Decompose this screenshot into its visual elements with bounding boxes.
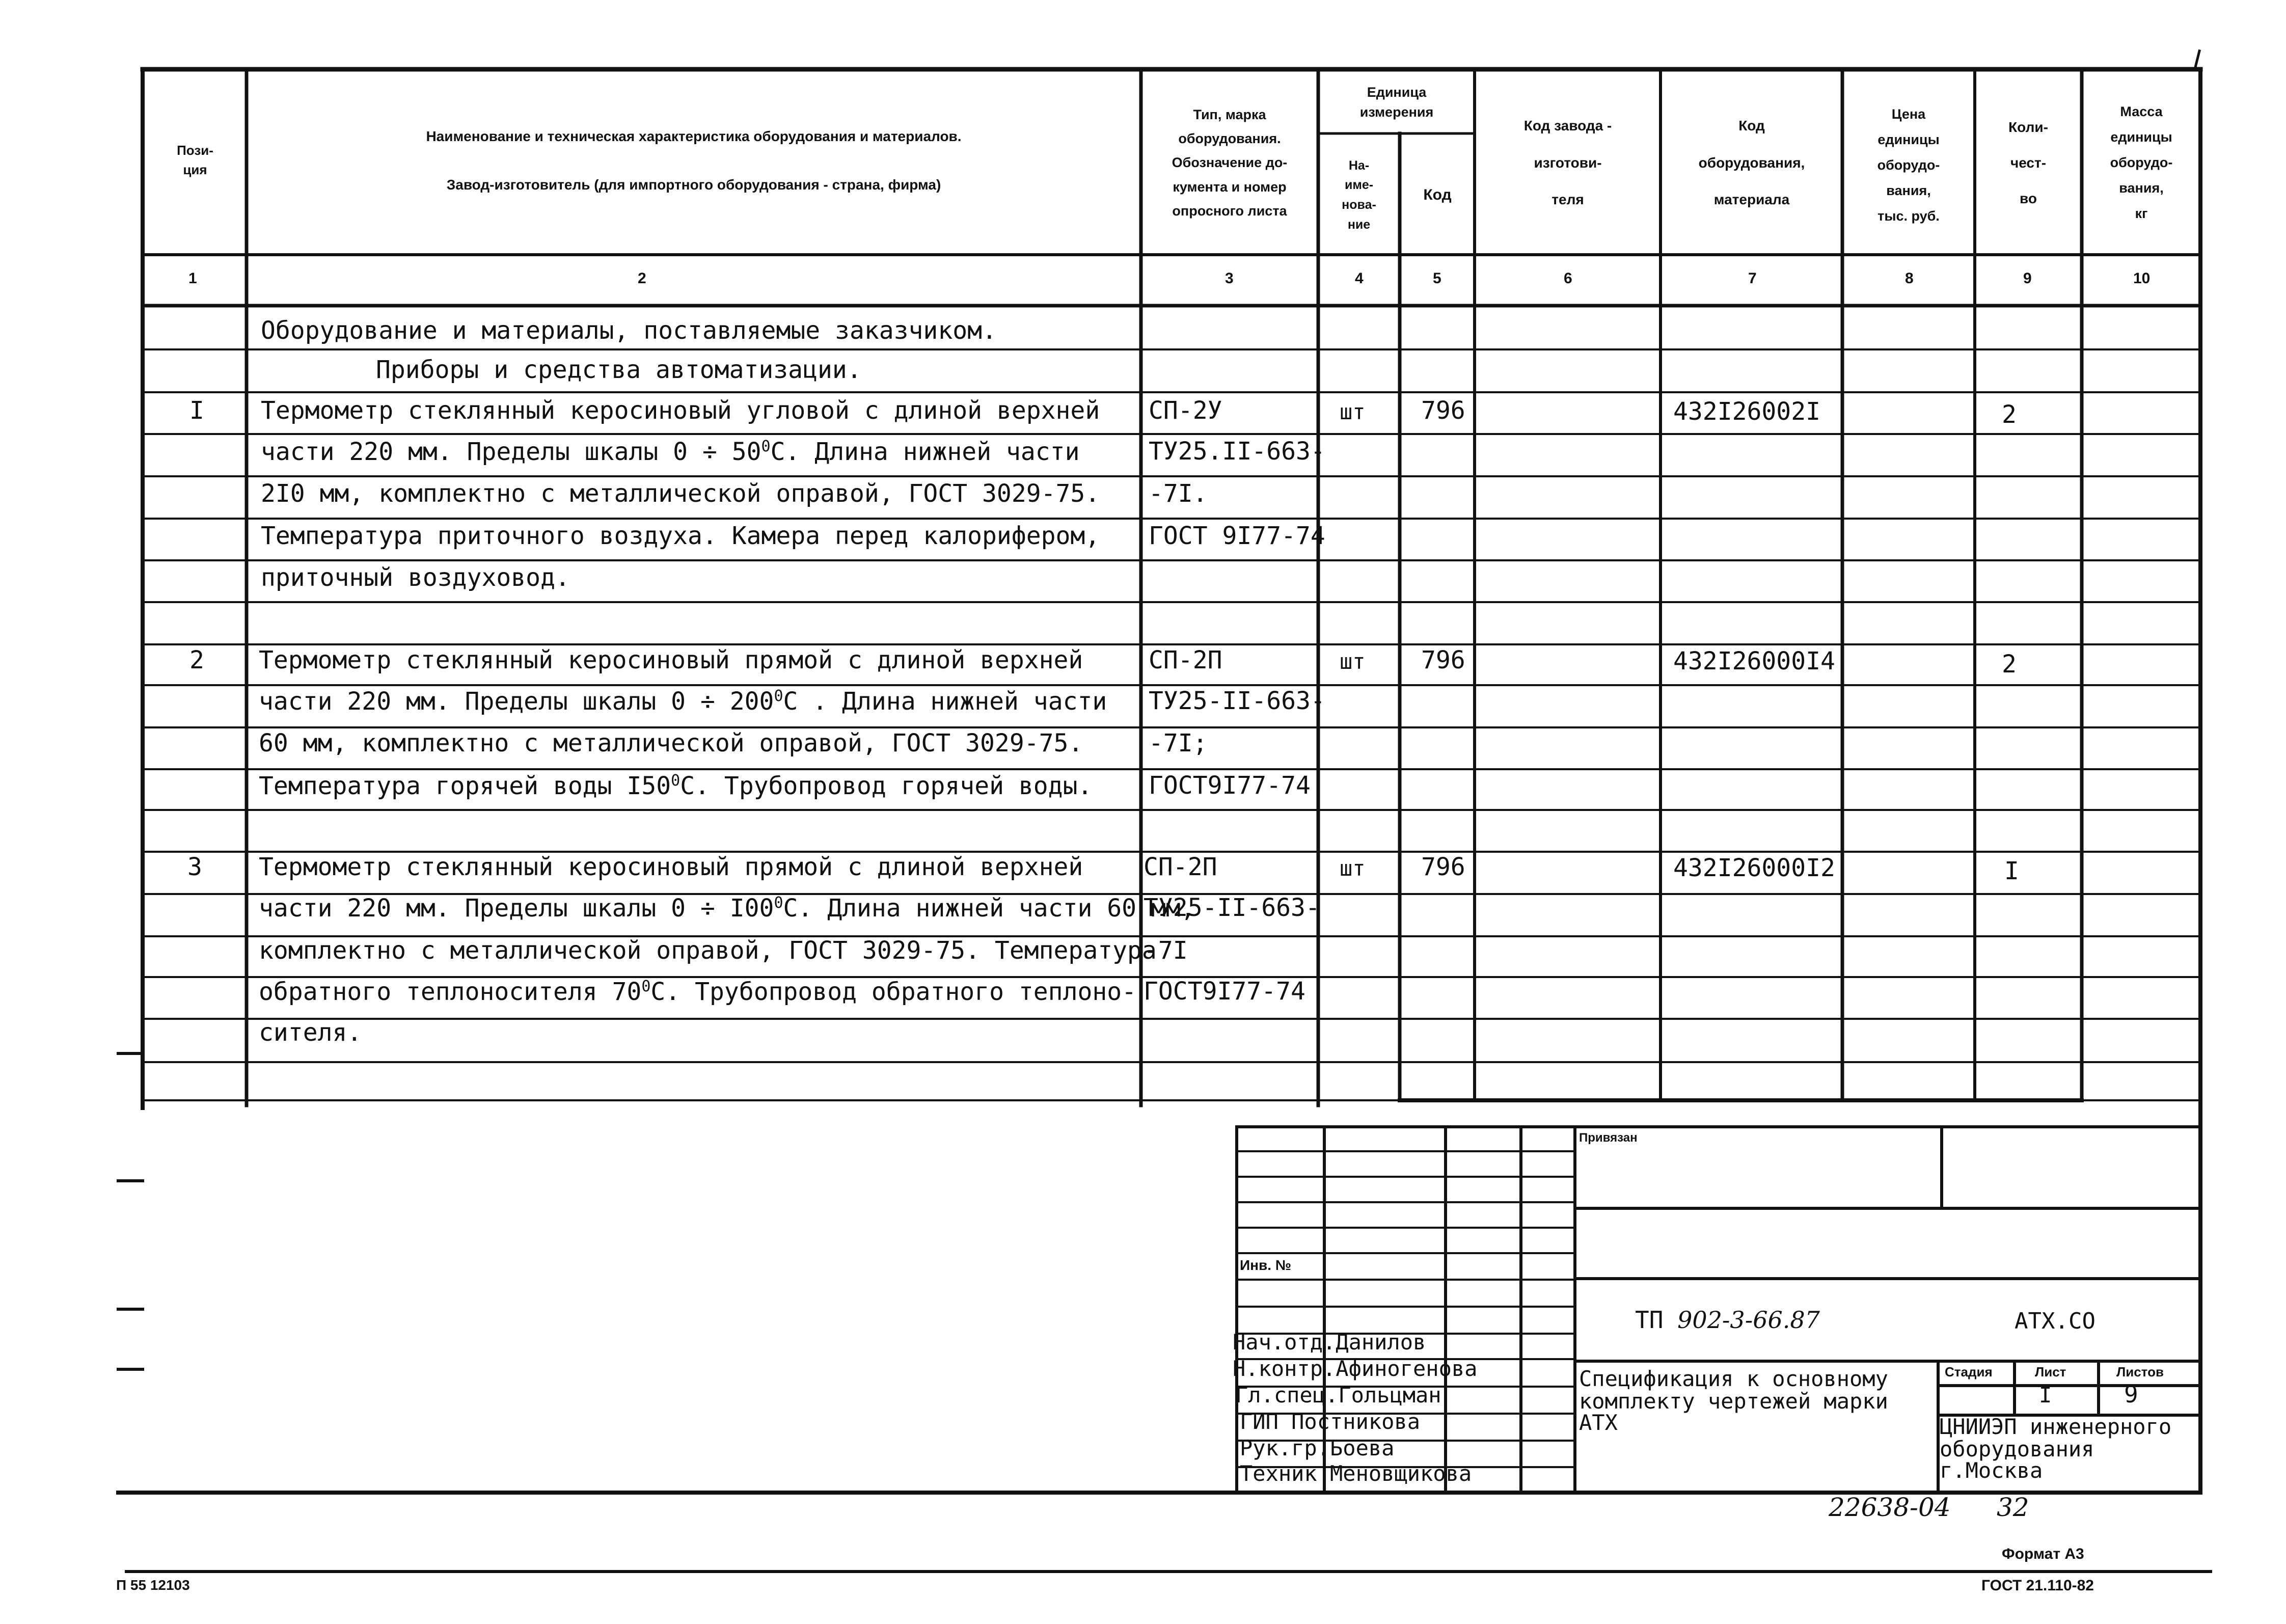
item-3-desc-line3: комплектно с металлической оправой, ГОСТ 3029-75. Температура: [259, 936, 1157, 965]
header-mass-line3: оборудо-: [2110, 155, 2173, 171]
item-3-desc-line2-a: части 220 мм. Пределы шкалы 0 ÷ I00: [259, 894, 774, 923]
header-price-line2: единицы: [1877, 132, 1940, 148]
item-1-unit-code: 796: [1421, 396, 1465, 425]
header-manufacturer-line1: Код завода -: [1523, 117, 1612, 133]
header-price-line4: вания,: [1886, 182, 1931, 198]
header-equipment-code: [1663, 87, 1841, 239]
item-3-degree: 0: [774, 894, 783, 912]
inventory-number-label: Инв. №: [1240, 1257, 1292, 1273]
item-2-unit-code: 796: [1421, 646, 1465, 674]
header-type-line3: Обозначение до-: [1172, 155, 1288, 171]
sheet-archive-number: 22638-04: [1829, 1493, 1951, 1522]
item-2-desc-line2-a: части 220 мм. Пределы шкалы 0 ÷ 200: [259, 687, 774, 716]
item-3-degree-2: 0: [641, 978, 651, 995]
header-unit-name-line2: име-: [1344, 178, 1374, 193]
col-number-1: 1: [188, 270, 197, 287]
doc-title-line1: Спецификация к основному: [1579, 1366, 1888, 1391]
item-1-desc-line2: [261, 439, 1079, 464]
item-3-equipment-code: 432I26000I2: [1673, 854, 1835, 882]
section-title: Оборудование и материалы, поставляемые заказчиком.: [261, 316, 997, 345]
item-1-type-line3: -7I.: [1149, 479, 1208, 508]
item-2-type-line4: ГОСТ9I77-74: [1149, 771, 1311, 800]
item-2-position: 2: [189, 646, 204, 674]
sheet-label: Лист: [2035, 1364, 2066, 1379]
header-mass-line4: вания,: [2119, 180, 2164, 196]
item-3-quantity: I: [2004, 857, 2019, 885]
header-quantity-line1: Коли-: [2008, 119, 2048, 135]
stage-label: Стадия: [1945, 1364, 1993, 1379]
item-1-position: I: [189, 396, 204, 425]
header-position: [147, 97, 243, 224]
page-number: 32: [1997, 1493, 2029, 1522]
item-2-desc-line2-b: C . Длина нижней части: [783, 687, 1107, 716]
item-2-type-line2: ТУ25-II-663-: [1149, 687, 1325, 715]
header-name: [251, 102, 1137, 219]
header-type-line1: Тип, марка: [1193, 106, 1266, 122]
header-manufacturer-code: [1477, 87, 1658, 239]
header-equipment-code-line1: Код: [1738, 117, 1765, 133]
bound-label: Привязан: [1579, 1131, 1638, 1145]
item-3-desc-line5: сителя.: [259, 1018, 362, 1047]
header-equipment-code-line2: оборудования,: [1698, 154, 1805, 171]
sheet-value: I: [2039, 1383, 2052, 1408]
header-price-line1: Цена: [1891, 106, 1926, 122]
item-3-desc-line4: [259, 979, 1136, 1004]
organization-line2: оборудования: [1940, 1437, 2094, 1461]
header-unit-name-line1: На-: [1348, 158, 1370, 173]
header-mass: [2083, 76, 2199, 250]
header-type: [1143, 76, 1316, 250]
header-unit-line2: измерения: [1359, 104, 1434, 120]
item-2-degree-2: 0: [671, 772, 681, 790]
header-unit-name-line3: нова-: [1342, 198, 1376, 212]
header-mass-line2: единицы: [2110, 129, 2172, 145]
header-unit-name-line4: ние: [1347, 217, 1371, 232]
signature-row-3: Гл.спец.Гольцман: [1235, 1383, 1441, 1408]
item-1-quantity: 2: [2002, 400, 2017, 429]
doc-title-line3: АТХ: [1579, 1410, 1618, 1435]
header-unit: [1320, 74, 1473, 131]
col-number-10: 10: [2133, 270, 2151, 287]
header-unit-code: [1402, 138, 1473, 253]
item-3-desc-line2-b: C. Длина нижней части 60 мм,: [783, 894, 1195, 923]
organization-line1: ЦНИИЭП инженерного: [1940, 1414, 2172, 1439]
header-quantity-line3: во: [2020, 191, 2037, 206]
item-3-type-line1: СП-2П: [1144, 853, 1217, 881]
header-type-line4: кумента и номер: [1173, 179, 1287, 195]
item-2-equipment-code: 432I26000I4: [1673, 647, 1835, 675]
item-1-type-line4: ГОСТ 9I77-74: [1149, 522, 1325, 550]
item-1-desc-line2-a: части 220 мм. Пределы шкалы 0 ÷ 50: [261, 438, 761, 466]
header-manufacturer-line3: теля: [1552, 192, 1584, 208]
header-type-line5: опросного листа: [1172, 203, 1287, 219]
sheets-value: 9: [2124, 1381, 2138, 1408]
item-2-desc-line4-b: C. Трубопровод горячей воды.: [680, 772, 1093, 800]
document-mark: АТХ.СО: [2015, 1308, 2096, 1334]
item-1-desc-line4: Температура приточного воздуха. Камера перед калорифером,: [261, 522, 1100, 550]
item-2-desc-line4-a: Температура горячей воды I50: [259, 772, 671, 800]
item-1-degree: 0: [761, 438, 771, 455]
col-number-6: 6: [1564, 270, 1572, 287]
signature-row-6: Техник Меновщикова: [1240, 1461, 1472, 1486]
header-unit-line1: Единица: [1367, 84, 1427, 100]
item-1-unit: шт: [1340, 399, 1366, 424]
signature-row-1: Нач.отд.Данилов: [1233, 1330, 1426, 1355]
col-number-5: 5: [1433, 270, 1441, 287]
header-price-line5: тыс. руб.: [1877, 208, 1940, 224]
item-2-unit: шт: [1340, 649, 1366, 674]
header-mass-line5: кг: [2135, 205, 2148, 221]
item-3-unit-code: 796: [1421, 853, 1465, 881]
header-unit-code-line1: Код: [1423, 186, 1452, 204]
subsection-title: Приборы и средства автоматизации.: [376, 356, 862, 384]
item-2-type-line1: СП-2П: [1149, 646, 1222, 674]
item-2-desc-line1: Термометр стеклянный керосиновый прямой с длиной верхней: [259, 646, 1083, 674]
item-1-desc-line3: 2I0 мм, комплектно с металлической оправой, ГОСТ 3029-75.: [261, 479, 1100, 508]
gost-label: ГОСТ 21.110-82: [1981, 1577, 2094, 1594]
header-quantity-line2: чест-: [2010, 155, 2047, 171]
header-price-line3: оборудо-: [1877, 157, 1940, 173]
item-3-type-line2: ТУ25-II-663-: [1144, 894, 1320, 922]
header-position-line2: ция: [183, 162, 207, 177]
header-type-line2: оборудования.: [1178, 131, 1281, 147]
item-3-type-line3: -7I: [1144, 936, 1188, 965]
item-1-desc-line5: приточный воздуховод.: [261, 563, 570, 592]
header-mass-line1: Масса: [2120, 104, 2163, 120]
document-code-number: 902-3-66.87: [1677, 1306, 1820, 1334]
document-code: [1635, 1308, 1820, 1332]
header-manufacturer-line2: изготови-: [1534, 154, 1602, 171]
doc-title-line2: комплекту чертежей марки: [1579, 1389, 1888, 1414]
signature-row-4: ГИП Постникова: [1240, 1409, 1421, 1434]
item-3-desc-line2: [259, 896, 1195, 921]
item-2-quantity: 2: [2002, 650, 2017, 679]
col-number-2: 2: [638, 270, 646, 287]
document-code-prefix: ТП: [1635, 1306, 1678, 1334]
item-3-desc-line1: Термометр стеклянный керосиновый прямой с длиной верхней: [259, 853, 1083, 881]
item-2-desc-line2: [259, 689, 1107, 714]
col-number-4: 4: [1355, 270, 1364, 287]
form-code: П 55 12103: [116, 1577, 190, 1593]
header-position-line1: Пози-: [177, 143, 213, 158]
header-unit-name: [1320, 138, 1398, 253]
item-2-degree: 0: [774, 687, 783, 705]
signature-row-5: Рук.гр.Боева: [1240, 1436, 1395, 1460]
item-2-type-line3: -7I;: [1149, 729, 1208, 757]
item-3-position: 3: [187, 853, 202, 881]
item-1-desc-line1: Термометр стеклянный керосиновый угловой с длиной верхней: [261, 396, 1100, 425]
item-1-equipment-code: 432I26002I: [1673, 397, 1820, 426]
header-name-line1: Наименование и техническая характеристика оборудования и материалов.: [426, 128, 962, 144]
item-2-desc-line4: [259, 773, 1092, 798]
signature-row-2: Н.контр.Афиногенова: [1233, 1356, 1478, 1381]
header-price: [1844, 82, 1973, 250]
item-3-unit: шт: [1340, 856, 1366, 881]
organization-line3: г.Москва: [1940, 1458, 2043, 1483]
col-number-8: 8: [1905, 270, 1914, 287]
header-equipment-code-line3: материала: [1713, 192, 1790, 208]
format-label: Формат А3: [2002, 1546, 2084, 1562]
col-number-3: 3: [1225, 270, 1234, 287]
item-3-desc-line4-a: обратного теплоносителя 70: [259, 978, 642, 1006]
col-number-9: 9: [2023, 270, 2032, 287]
item-1-desc-line2-b: C. Длина нижней части: [770, 438, 1080, 466]
header-quantity: [1976, 92, 2080, 234]
item-1-type-line2: ТУ25.II-663-: [1149, 437, 1325, 466]
item-2-desc-line3: 60 мм, комплектно с металлической оправой, ГОСТ 3029-75.: [259, 729, 1083, 757]
header-name-line2: Завод-изготовитель (для импортного оборудования - страна, фирма): [446, 177, 941, 193]
item-1-type-line1: СП-2У: [1149, 396, 1222, 425]
item-3-desc-line4-b: C. Трубопровод обратного теплоно-: [650, 978, 1137, 1006]
item-3-type-line4: ГОСТ9I77-74: [1144, 977, 1305, 1006]
col-number-7: 7: [1748, 270, 1757, 287]
sheets-label: Листов: [2116, 1364, 2164, 1379]
